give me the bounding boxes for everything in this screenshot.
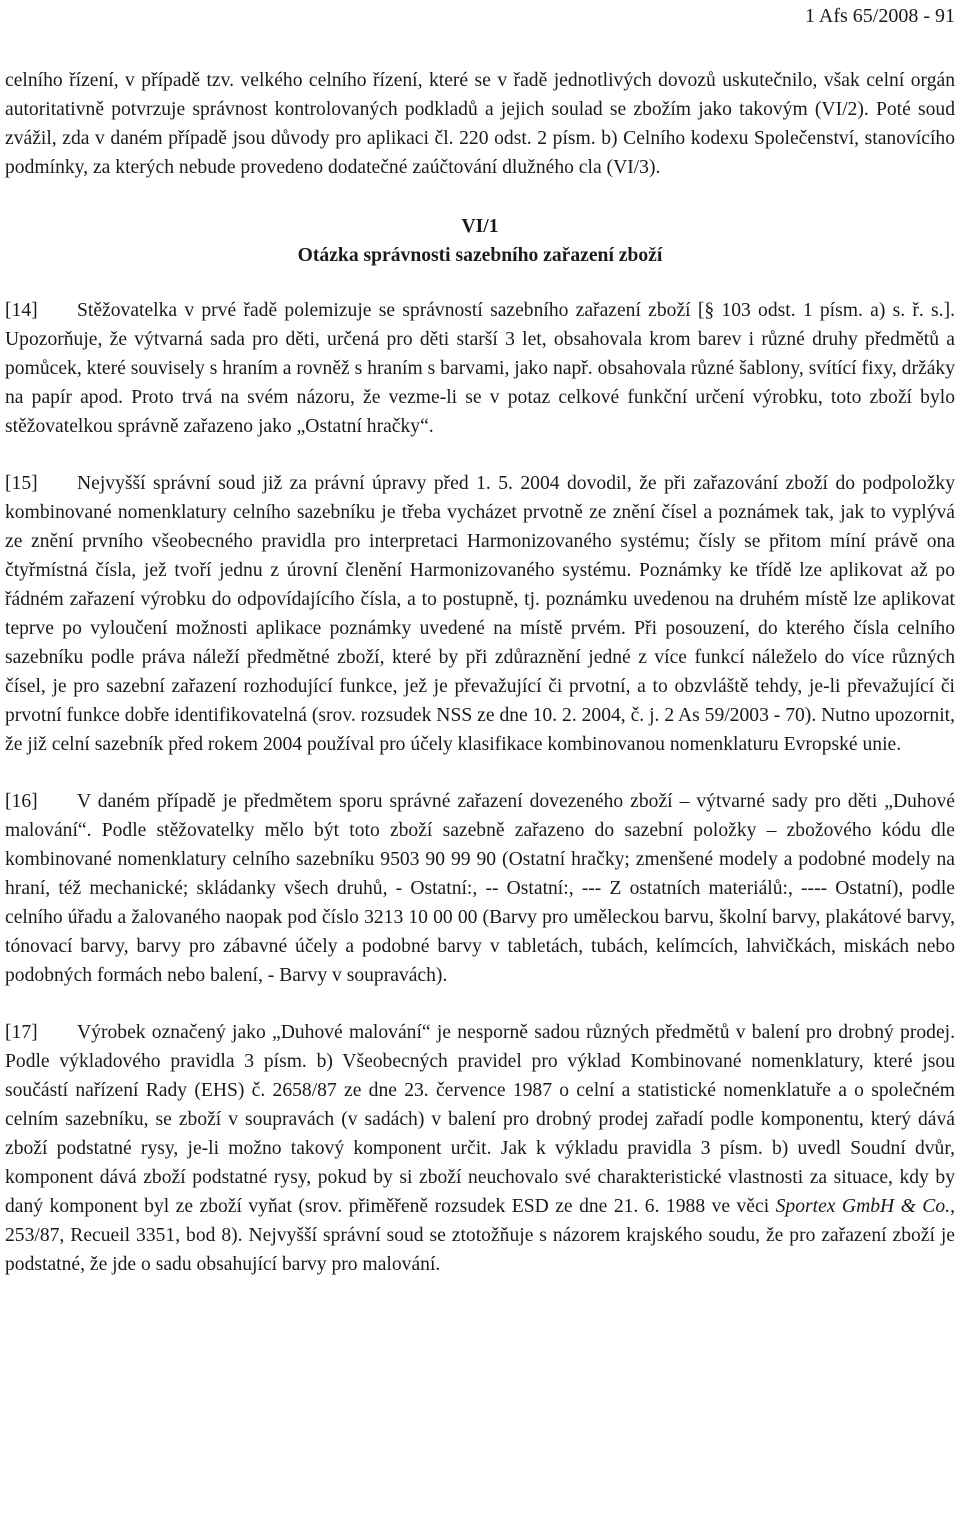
paragraph-intro — [5, 66, 955, 182]
paragraph-text: Nejvyšší správní soud již za právní úpravy před 1. 5. 2004 dovodil, že při zařazování zboží do podpoložky kombinované nomenklatury celního sazebníku je třeba vycházet prvotně ze znění čísel a poznámek tak, jak to vyplývá ze znění prvního všeobecného pravidla pro interpretaci Harmonizovaného systému; čísly se přitom míní právě ona čtyřmístná čísla, jež tvoří jednu z úrovní členění Harmonizovaného systému. Poznámky ke třídě lze aplikovat až po řádném zařazení výrobku do odpovídajícího čísla, a to postupně, tj. poznámku uvedenou na druhém místě lze aplikovat teprve po vyloučení možnosti aplikace poznámky uvedené na místě prvém. Při posouzení, do kterého čísla celního sazebníku podle práva náleží předmětné zboží, které by při zdůraznění jedné z více funkcí náleželo do více různých čísel, je pro sazební zařazení rozhodující funkce, jež je převažující či prvotní, a to obzvláště tehdy, je-li převažující či prvotní funkce dobře identifikovatelná (srov. rozsudek NSS ze dne 10. 2. 2004, č. j. 2 As 59/2003 - 70). Nutno upozornit, že již celní sazebník před rokem 2004 používal pro účely klasifikace kombinovanou nomenklaturu Evropské unie. — [5, 473, 955, 755]
case-name-italic: Sportex GmbH & Co. — [775, 1196, 951, 1217]
paragraph-number: [17] — [5, 1022, 38, 1043]
paragraph-text: Výrobek označený jako „Duhové malování“ je nesporně sadou různých předmětů v balení pro drobný prodej. Podle výkladového pravidla 3 písm. b) Všeobecných pravidel pro výklad Kombinované nomenklatury, které jsou součástí nařízení Rady (EHS) č. 2658/87 ze dne 23. července 1987 o celní a statistické nomenklatuře a o společném celním sazebníku, se zboží v soupravách (v sadách) v balení pro drobný prodej zařadí podle komponentu, který dává zboží podstatné rysy, je-li možno takový komponent určit. Jak k výkladu pravidla 3 písm. b) uvedl Soudní dvůr, komponent dává zboží podstatné rysy, pokud by si zboží neuchovalo své charakteristické vlastnosti za situace, kdy by daný komponent byl ze zboží vyňat (srov. přiměřeně rozsudek ESD ze dne 21. 6. 1988 ve věci — [5, 1022, 955, 1217]
paragraph-number: [14] — [5, 300, 38, 321]
paragraph-number: [16] — [5, 791, 38, 812]
section-title: Otázka správnosti sazebního zařazení zboží — [297, 245, 663, 266]
section-label: VI/1 — [461, 216, 499, 237]
paragraph-14 — [5, 296, 955, 441]
section-heading — [5, 212, 955, 270]
paragraph-16 — [5, 787, 955, 990]
paragraph-text: V daném případě je předmětem sporu správné zařazení dovezeného zboží – výtvarné sady pro děti „Duhové malování“. Podle stěžovatelky mělo být toto zboží sazebně zařazeno do sazební položky – zbožového kódu dle kombinované nomenklatury celního sazebníku 9503 90 99 90 (Ostatní hračky; zmenšené modely a podobné modely na hraní, též mechanické; skládanky všech druhů, - Ostatní:, -- Ostatní:, --- Z ostatních materiálů:, ---- Ostatní), podle celního úřadu a žalovaného naopak pod číslo 3213 10 00 00 (Barvy pro uměleckou barvu, školní barvy, plakátové barvy, tónovací barvy, barvy pro zábavné účely a podobné barvy v tabletách, tubách, kelímcích, lahvičkách, miskách nebo podobných formách nebo balení, - Barvy v soupravách). — [5, 791, 955, 986]
paragraph-text: Stěžovatelka v prvé řadě polemizuje se správností sazebního zařazení zboží [§ 103 odst. 1 písm. a) s. ř. s.]. Upozorňuje, že výtvarná sada pro děti, určená pro děti starší 3 let, obsahovala krom barev i různé druhy předmětů a pomůcek, které souvisely s hraním a rovněž s hraním s barvami, jako např. obsahovala různé šablony, svítící fixy, držáky na papír apod. Proto trvá na svém názoru, že vezme-li se v potaz celkové funkční určení výrobku, toto zboží bylo stěžovatelkou správně zařazeno jako „Ostatní hračky“. — [5, 300, 955, 437]
paragraph-text-continued: , 253/87, Recueil 3351, bod 8). Nejvyšší správní soud se ztotožňuje s názorem krajského soudu, že pro zařazení zboží je podstatné, že jde o sadu obsahující barvy pro malování. — [5, 1196, 955, 1275]
page-header — [5, 0, 955, 58]
paragraph-text: celního řízení, v případě tzv. velkého celního řízení, které se v řadě jednotlivých dovozů uskutečnilo, však celní orgán autoritativně potvrzuje správnost kontrolovaných podkladů a jejich soulad se zbožím jako takovým (VI/2). Poté soud zvážil, zda v daném případě jsou důvody pro aplikaci čl. 220 odst. 2 písm. b) Celního kodexu Společenství, stanovícího podmínky, za kterých nebude provedeno dodatečné zaúčtování dlužného cla (VI/3). — [5, 70, 955, 178]
document-page — [5, 0, 955, 1279]
paragraph-17 — [5, 1018, 955, 1279]
paragraph-15 — [5, 469, 955, 759]
case-number: 1 Afs 65/2008 - 91 — [805, 5, 955, 27]
paragraph-number: [15] — [5, 473, 38, 494]
